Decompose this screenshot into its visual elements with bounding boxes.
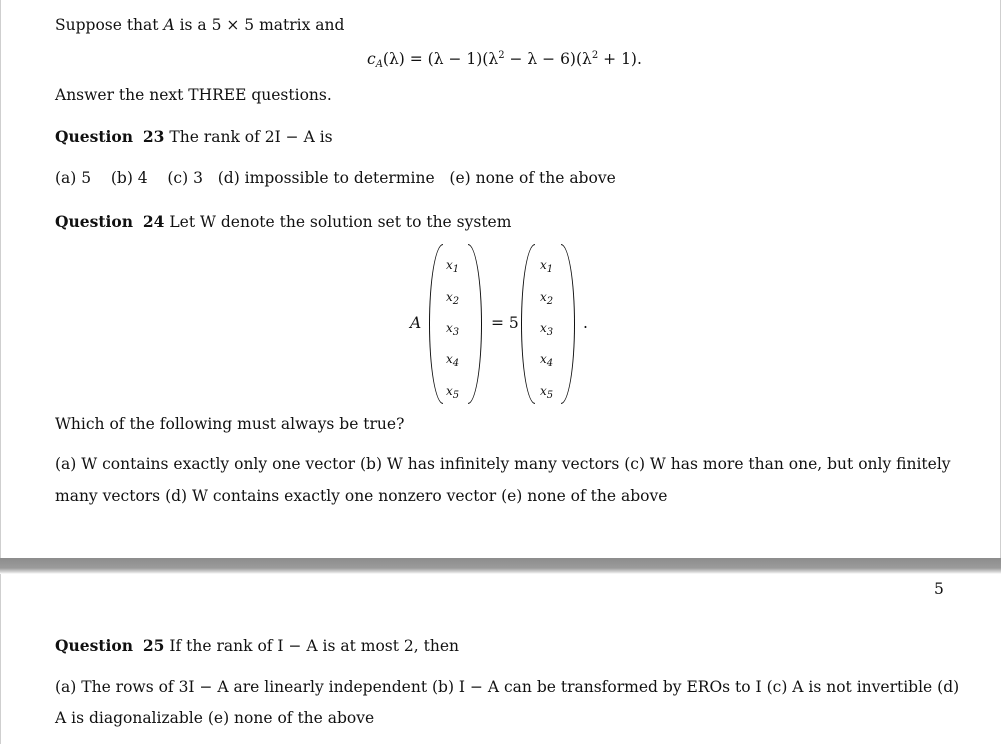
question-23-heading: Question 23 The rank of 2I − A is	[55, 127, 333, 146]
equals-five: = 5	[491, 314, 519, 332]
characteristic-polynomial: $c_A(\lambda) = (\lambda - 1)(\lambda^2 - \lambda - 6)(\lambda^2 + 1)$.	[367, 50, 642, 70]
q23-option-b[interactable]: (b) 4	[110, 169, 148, 187]
rhs-entry-x5: $x_5$	[540, 384, 554, 401]
question-24-prompt: Which of the following must always be true?	[55, 415, 405, 433]
intro-sentence: Suppose that A is a 5 × 5 matrix and	[55, 16, 345, 34]
lhs-entry-x1: $x_1$	[446, 258, 460, 275]
page-number: 5	[934, 580, 944, 598]
question-25-heading: Question 25 If the rank of I − A is at most 2, then	[55, 636, 459, 655]
question-24-options-line-2[interactable]: many vectors (d) W contains exactly one nonzero vector (e) none of the above	[55, 487, 668, 505]
page-separator	[0, 558, 1001, 574]
right-vector-open-paren	[521, 244, 535, 404]
left-vector-open-paren	[429, 244, 443, 404]
question-24-options-line-1[interactable]: (a) W contains exactly only one vector (b) W has infinitely many vectors (c) W has more than one, but only finitely	[55, 455, 951, 473]
question-24-heading: Question 24 Let W denote the solution set to the system	[55, 212, 512, 231]
equation-period: .	[583, 314, 588, 332]
q23-option-a[interactable]: (a) 5	[55, 169, 92, 187]
question-25-options-line-1[interactable]: (a) The rows of 3I − A are linearly independent (b) I − A can be transformed by EROs to I (c) A is not invertible (d)	[55, 678, 960, 696]
page-5	[0, 574, 1001, 744]
rhs-entry-x1: $x_1$	[540, 258, 554, 275]
question-23-options	[55, 169, 616, 187]
rhs-entry-x3: $x_3$	[540, 321, 554, 338]
answer-instructions: Answer the next THREE questions.	[55, 86, 332, 104]
q23-option-d[interactable]: (d) impossible to determine	[217, 169, 435, 187]
matrix-A-label: A	[410, 314, 422, 332]
lhs-entry-x2: $x_2$	[446, 290, 460, 307]
lhs-entry-x3: $x_3$	[446, 321, 460, 338]
left-vector-close-paren	[468, 244, 482, 404]
q23-option-e[interactable]: (e) none of the above	[449, 169, 616, 187]
rhs-entry-x4: $x_4$	[540, 352, 554, 369]
q23-option-c[interactable]: (c) 3	[167, 169, 203, 187]
rhs-entry-x2: $x_2$	[540, 290, 554, 307]
lhs-entry-x5: $x_5$	[446, 384, 460, 401]
right-vector-close-paren	[561, 244, 575, 404]
question-25-options-line-2[interactable]: A is diagonalizable (e) none of the above	[55, 709, 375, 727]
lhs-entry-x4: $x_4$	[446, 352, 460, 369]
